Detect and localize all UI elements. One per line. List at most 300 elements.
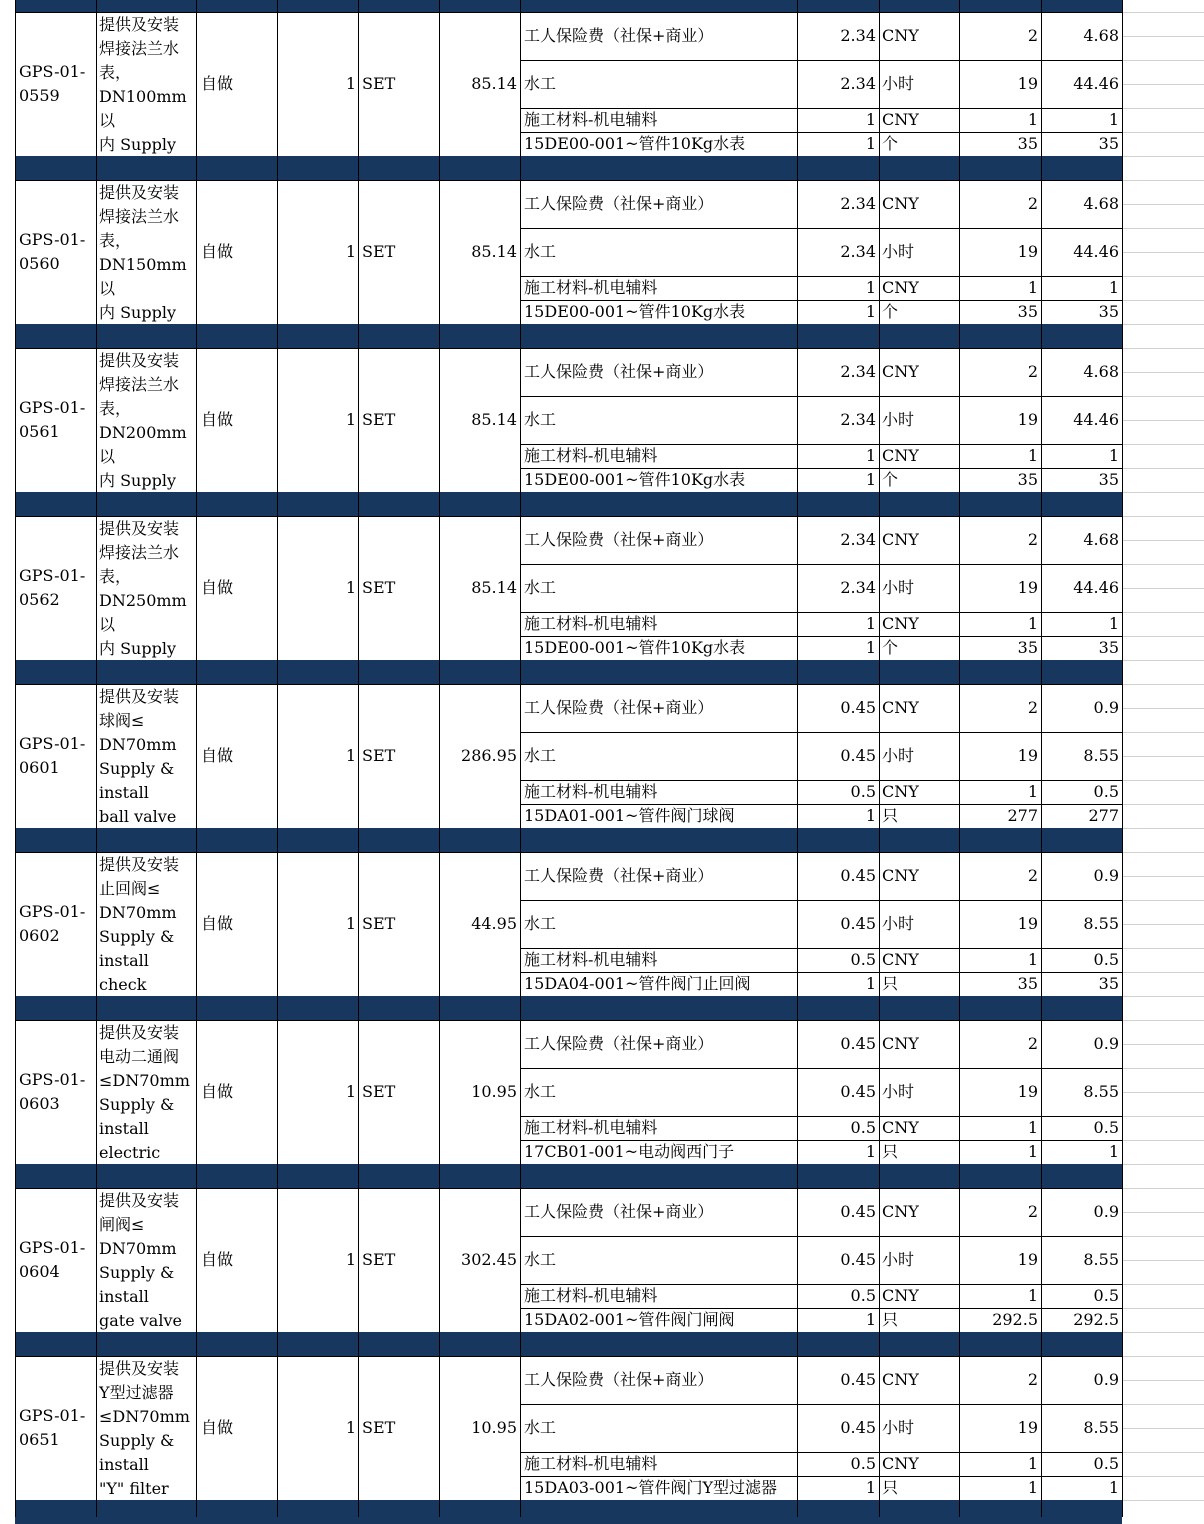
component-quantity[interactable]: 0.45 xyxy=(840,1034,876,1053)
component-amount[interactable]: 8.55 xyxy=(1083,1418,1119,1437)
component-unit[interactable]: CNY xyxy=(882,110,919,129)
component-quantity[interactable]: 0.5 xyxy=(850,782,876,801)
component-name[interactable]: 施工材料-机电辅料 xyxy=(524,110,658,129)
section-band xyxy=(15,828,1122,852)
column-border xyxy=(879,0,880,1517)
component-amount[interactable]: 4.68 xyxy=(1083,530,1119,549)
component-name[interactable]: 15DA01-001~管件阀门球阀 xyxy=(524,806,735,825)
section-band xyxy=(15,1164,1122,1188)
item-code[interactable]: GPS-01-0562 xyxy=(19,566,86,609)
component-name[interactable]: 施工材料-机电辅料 xyxy=(524,1286,658,1305)
item-unit-price[interactable]: 85.14 xyxy=(471,578,517,597)
component-price[interactable]: 35 xyxy=(1017,638,1038,657)
empty-cell-border xyxy=(1123,252,1204,253)
component-quantity[interactable]: 2.34 xyxy=(840,530,876,549)
item-quantity[interactable]: 1 xyxy=(345,746,356,765)
item-quantity[interactable]: 1 xyxy=(345,578,356,597)
component-amount[interactable]: 1 xyxy=(1108,1142,1119,1161)
component-price[interactable]: 1 xyxy=(1027,950,1038,969)
component-name[interactable]: 施工材料-机电辅料 xyxy=(524,782,658,801)
component-quantity[interactable]: 0.5 xyxy=(850,950,876,969)
section-band xyxy=(15,996,1122,1020)
component-name[interactable]: 施工材料-机电辅料 xyxy=(524,278,658,297)
component-unit[interactable]: CNY xyxy=(882,1202,919,1221)
component-name[interactable]: 工人保险费（社保+商业） xyxy=(524,866,714,885)
component-quantity[interactable]: 0.5 xyxy=(850,1118,876,1137)
component-unit[interactable]: CNY xyxy=(882,698,919,717)
component-name[interactable]: 15DA02-001~管件阀门闸阀 xyxy=(524,1310,735,1329)
component-price[interactable]: 19 xyxy=(1017,914,1038,933)
component-unit[interactable]: CNY xyxy=(882,530,919,549)
component-quantity[interactable]: 2.34 xyxy=(840,26,876,45)
component-price[interactable]: 2 xyxy=(1027,26,1038,45)
sub-row-border xyxy=(520,1068,1122,1069)
item-unit-price[interactable]: 85.14 xyxy=(471,74,517,93)
component-amount[interactable]: 0.5 xyxy=(1093,1454,1119,1473)
item-quantity[interactable]: 1 xyxy=(345,74,356,93)
item-code[interactable]: GPS-01-0603 xyxy=(19,1070,86,1113)
component-unit[interactable]: 只 xyxy=(882,974,899,993)
column-border xyxy=(439,0,440,1517)
component-amount[interactable]: 44.46 xyxy=(1073,578,1119,597)
component-unit[interactable]: 只 xyxy=(882,806,899,825)
component-name[interactable]: 水工 xyxy=(524,242,557,261)
component-name[interactable]: 工人保险费（社保+商业） xyxy=(524,194,714,213)
component-name[interactable]: 15DE00-001~管件10Kg水表 xyxy=(524,134,746,153)
component-name[interactable]: 施工材料-机电辅料 xyxy=(524,614,658,633)
component-unit[interactable]: 小时 xyxy=(882,1082,915,1101)
component-quantity[interactable]: 1 xyxy=(865,278,876,297)
component-price[interactable]: 2 xyxy=(1027,698,1038,717)
component-name[interactable]: 工人保险费（社保+商业） xyxy=(524,1034,714,1053)
component-amount[interactable]: 0.5 xyxy=(1093,950,1119,969)
sub-row-border xyxy=(520,1404,1122,1405)
section-band xyxy=(15,1500,1122,1524)
component-quantity[interactable]: 0.45 xyxy=(840,866,876,885)
component-unit[interactable]: 小时 xyxy=(882,914,915,933)
component-name[interactable]: 工人保险费（社保+商业） xyxy=(524,530,714,549)
component-unit[interactable]: CNY xyxy=(882,1034,919,1053)
component-price[interactable]: 35 xyxy=(1017,470,1038,489)
component-quantity[interactable]: 0.5 xyxy=(850,1286,876,1305)
component-price[interactable]: 2 xyxy=(1027,1034,1038,1053)
component-amount[interactable]: 44.46 xyxy=(1073,410,1119,429)
component-unit[interactable]: CNY xyxy=(882,1286,919,1305)
component-price[interactable]: 292.5 xyxy=(992,1310,1038,1329)
component-name[interactable]: 15DA04-001~管件阀门止回阀 xyxy=(524,974,751,993)
component-quantity[interactable]: 0.45 xyxy=(840,1418,876,1437)
component-price[interactable]: 2 xyxy=(1027,530,1038,549)
empty-cell-border xyxy=(1123,1044,1204,1045)
component-quantity[interactable]: 1 xyxy=(865,638,876,657)
component-unit[interactable]: 小时 xyxy=(882,1418,915,1437)
empty-cell-border xyxy=(1123,1356,1204,1357)
component-unit[interactable]: CNY xyxy=(882,1118,919,1137)
component-quantity[interactable]: 1 xyxy=(865,470,876,489)
item-code[interactable]: GPS-01-0561 xyxy=(19,398,86,441)
component-price[interactable]: 2 xyxy=(1027,1202,1038,1221)
component-price[interactable]: 1 xyxy=(1027,1478,1038,1497)
component-unit[interactable]: CNY xyxy=(882,278,919,297)
empty-cell-border xyxy=(1123,972,1204,973)
item-make[interactable]: 自做 xyxy=(201,1418,234,1437)
item-unit-price[interactable]: 10.95 xyxy=(471,1082,517,1101)
empty-cell-border xyxy=(1123,804,1204,805)
column-border xyxy=(15,0,16,1517)
component-price[interactable]: 2 xyxy=(1027,194,1038,213)
empty-cell-border xyxy=(1123,684,1204,685)
component-quantity[interactable]: 1 xyxy=(865,806,876,825)
component-quantity[interactable]: 0.45 xyxy=(840,698,876,717)
empty-cell-border xyxy=(1123,1332,1204,1333)
item-unit[interactable]: SET xyxy=(362,1418,396,1437)
empty-cell-border xyxy=(1123,1404,1204,1405)
empty-cell-border xyxy=(1123,1452,1204,1453)
column-border xyxy=(96,0,97,1517)
empty-cell-border xyxy=(1123,708,1204,709)
item-code[interactable]: GPS-01-0604 xyxy=(19,1238,86,1281)
component-name[interactable]: 水工 xyxy=(524,1250,557,1269)
component-price[interactable]: 19 xyxy=(1017,1250,1038,1269)
component-name[interactable]: 水工 xyxy=(524,74,557,93)
column-border xyxy=(520,0,521,1517)
component-quantity[interactable]: 2.34 xyxy=(840,578,876,597)
component-price[interactable]: 19 xyxy=(1017,242,1038,261)
component-unit[interactable]: 只 xyxy=(882,1142,899,1161)
component-quantity[interactable]: 1 xyxy=(865,110,876,129)
component-amount[interactable]: 4.68 xyxy=(1083,26,1119,45)
component-name[interactable]: 工人保险费（社保+商业） xyxy=(524,26,714,45)
component-amount[interactable]: 8.55 xyxy=(1083,1250,1119,1269)
component-price[interactable]: 1 xyxy=(1027,782,1038,801)
component-amount[interactable]: 8.55 xyxy=(1083,746,1119,765)
component-name[interactable]: 15DA03-001~管件阀门Y型过滤器 xyxy=(524,1478,778,1497)
component-quantity[interactable]: 1 xyxy=(865,974,876,993)
sub-row-border xyxy=(520,1236,1122,1237)
component-price[interactable]: 277 xyxy=(1007,806,1038,825)
component-name[interactable]: 水工 xyxy=(524,410,557,429)
component-name[interactable]: 施工材料-机电辅料 xyxy=(524,1118,658,1137)
item-code[interactable]: GPS-01-0559 xyxy=(19,62,86,105)
item-unit-price[interactable]: 302.45 xyxy=(461,1250,517,1269)
empty-cell-border xyxy=(1123,372,1204,373)
item-unit[interactable]: SET xyxy=(362,578,396,597)
column-border xyxy=(196,0,197,1517)
empty-cell-border xyxy=(1123,468,1204,469)
component-amount[interactable]: 0.9 xyxy=(1093,1202,1119,1221)
item-code[interactable]: GPS-01-0651 xyxy=(19,1406,86,1449)
component-amount[interactable]: 8.55 xyxy=(1083,914,1119,933)
item-quantity[interactable]: 1 xyxy=(345,242,356,261)
component-quantity[interactable]: 2.34 xyxy=(840,410,876,429)
column-border xyxy=(358,0,359,1517)
component-unit[interactable]: CNY xyxy=(882,866,919,885)
component-unit[interactable]: 个 xyxy=(882,302,899,321)
component-quantity[interactable]: 2.34 xyxy=(840,74,876,93)
component-amount[interactable]: 1 xyxy=(1108,110,1119,129)
empty-cell-border xyxy=(1123,420,1204,421)
item-make[interactable]: 自做 xyxy=(201,1250,234,1269)
component-amount[interactable]: 0.5 xyxy=(1093,782,1119,801)
empty-cell-border xyxy=(1123,852,1204,853)
empty-cell-border xyxy=(1123,1476,1204,1477)
component-price[interactable]: 1 xyxy=(1027,446,1038,465)
component-price[interactable]: 1 xyxy=(1027,1286,1038,1305)
component-amount[interactable]: 35 xyxy=(1098,134,1119,153)
empty-cell-border xyxy=(1123,228,1204,229)
component-unit[interactable]: 小时 xyxy=(882,578,915,597)
component-amount[interactable]: 8.55 xyxy=(1083,1082,1119,1101)
component-amount[interactable]: 0.9 xyxy=(1093,1034,1119,1053)
component-price[interactable]: 1 xyxy=(1027,278,1038,297)
component-unit[interactable]: CNY xyxy=(882,1370,919,1389)
component-name[interactable]: 施工材料-机电辅料 xyxy=(524,950,658,969)
component-quantity[interactable]: 0.45 xyxy=(840,1250,876,1269)
component-name[interactable]: 工人保险费（社保+商业） xyxy=(524,1202,714,1221)
component-unit[interactable]: 小时 xyxy=(882,74,915,93)
empty-cell-border xyxy=(1123,132,1204,133)
component-amount[interactable]: 35 xyxy=(1098,638,1119,657)
section-band xyxy=(15,156,1122,180)
component-name[interactable]: 17CB01-001~电动阀西门子 xyxy=(524,1142,735,1161)
component-price[interactable]: 1 xyxy=(1027,614,1038,633)
component-amount[interactable]: 44.46 xyxy=(1073,242,1119,261)
component-price[interactable]: 19 xyxy=(1017,410,1038,429)
component-name[interactable]: 工人保险费（社保+商业） xyxy=(524,1370,714,1389)
component-quantity[interactable]: 2.34 xyxy=(840,242,876,261)
component-name[interactable]: 施工材料-机电辅料 xyxy=(524,1454,658,1473)
component-name[interactable]: 15DE00-001~管件10Kg水表 xyxy=(524,302,746,321)
component-price[interactable]: 19 xyxy=(1017,1418,1038,1437)
item-description[interactable]: 提供及安装 闸阀≤ DN70mm Supply & install gate valve xyxy=(99,1191,182,1330)
component-quantity[interactable]: 1 xyxy=(865,1142,876,1161)
item-make[interactable]: 自做 xyxy=(201,74,234,93)
item-code[interactable]: GPS-01-0560 xyxy=(19,230,86,273)
component-price[interactable]: 2 xyxy=(1027,362,1038,381)
component-price[interactable]: 1 xyxy=(1027,110,1038,129)
component-name[interactable]: 水工 xyxy=(524,914,557,933)
component-amount[interactable]: 1 xyxy=(1108,614,1119,633)
component-quantity[interactable]: 0.45 xyxy=(840,746,876,765)
item-unit[interactable]: SET xyxy=(362,74,396,93)
component-amount[interactable]: 4.68 xyxy=(1083,194,1119,213)
empty-cell-border xyxy=(1123,1380,1204,1381)
component-unit[interactable]: CNY xyxy=(882,362,919,381)
section-band xyxy=(15,660,1122,684)
component-amount[interactable]: 4.68 xyxy=(1083,362,1119,381)
component-price[interactable]: 19 xyxy=(1017,1082,1038,1101)
empty-cell-border xyxy=(1123,1116,1204,1117)
empty-cell-border xyxy=(1123,1164,1204,1165)
component-unit[interactable]: 个 xyxy=(882,638,899,657)
item-unit-price[interactable]: 286.95 xyxy=(461,746,517,765)
item-make[interactable]: 自做 xyxy=(201,578,234,597)
component-price[interactable]: 19 xyxy=(1017,74,1038,93)
component-amount[interactable]: 0.9 xyxy=(1093,698,1119,717)
item-description[interactable]: 提供及安装 焊接法兰水 表， DN250mm以 内 Supply xyxy=(99,519,187,658)
item-description[interactable]: 提供及安装 Y型过滤器 ≤DN70mm Supply & install "Y" filter xyxy=(99,1359,190,1498)
item-unit-price[interactable]: 44.95 xyxy=(471,914,517,933)
item-unit-price[interactable]: 85.14 xyxy=(471,410,517,429)
component-price[interactable]: 1 xyxy=(1027,1118,1038,1137)
component-amount[interactable]: 44.46 xyxy=(1073,74,1119,93)
item-code[interactable]: GPS-01-0601 xyxy=(19,734,86,777)
component-quantity[interactable]: 1 xyxy=(865,446,876,465)
item-unit[interactable]: SET xyxy=(362,746,396,765)
item-description[interactable]: 提供及安装 止回阀≤ DN70mm Supply & install check xyxy=(99,855,180,994)
component-quantity[interactable]: 1 xyxy=(865,302,876,321)
item-make[interactable]: 自做 xyxy=(201,1082,234,1101)
empty-cell-border xyxy=(1123,396,1204,397)
component-price[interactable]: 35 xyxy=(1017,302,1038,321)
empty-cell-border xyxy=(1123,1236,1204,1237)
item-description[interactable]: 提供及安装 焊接法兰水 表， DN200mm以 内 Supply xyxy=(99,351,187,490)
item-make[interactable]: 自做 xyxy=(201,242,234,261)
empty-cell-border xyxy=(1123,276,1204,277)
empty-cell-border xyxy=(1123,612,1204,613)
component-price[interactable]: 35 xyxy=(1017,974,1038,993)
item-make[interactable]: 自做 xyxy=(201,410,234,429)
empty-cell-border xyxy=(1123,996,1204,997)
component-name[interactable]: 水工 xyxy=(524,1418,557,1437)
component-quantity[interactable]: 1 xyxy=(865,1310,876,1329)
empty-cell-border xyxy=(1123,1500,1204,1501)
component-amount[interactable]: 0.9 xyxy=(1093,866,1119,885)
item-unit[interactable]: SET xyxy=(362,1082,396,1101)
item-unit-price[interactable]: 10.95 xyxy=(471,1418,517,1437)
component-amount[interactable]: 0.5 xyxy=(1093,1286,1119,1305)
item-quantity[interactable]: 1 xyxy=(345,1082,356,1101)
component-unit[interactable]: CNY xyxy=(882,782,919,801)
component-unit[interactable]: CNY xyxy=(882,26,919,45)
empty-cell-border xyxy=(1123,444,1204,445)
component-amount[interactable]: 0.5 xyxy=(1093,1118,1119,1137)
component-unit[interactable]: CNY xyxy=(882,950,919,969)
component-amount[interactable]: 35 xyxy=(1098,470,1119,489)
item-quantity[interactable]: 1 xyxy=(345,410,356,429)
item-description[interactable]: 提供及安装 电动二通阀 ≤DN70mm Supply & install electric xyxy=(99,1023,190,1162)
component-unit[interactable]: 小时 xyxy=(882,410,915,429)
component-unit[interactable]: CNY xyxy=(882,1454,919,1473)
component-amount[interactable]: 1 xyxy=(1108,1478,1119,1497)
component-quantity[interactable]: 0.5 xyxy=(850,1454,876,1473)
sub-row-border xyxy=(520,732,1122,733)
item-unit[interactable]: SET xyxy=(362,410,396,429)
item-make[interactable]: 自做 xyxy=(201,746,234,765)
component-unit[interactable]: 小时 xyxy=(882,746,915,765)
component-unit[interactable]: 个 xyxy=(882,134,899,153)
empty-cell-border xyxy=(1123,780,1204,781)
component-quantity[interactable]: 1 xyxy=(865,134,876,153)
item-quantity[interactable]: 1 xyxy=(345,1418,356,1437)
empty-cell-border xyxy=(1123,924,1204,925)
component-unit[interactable]: CNY xyxy=(882,614,919,633)
component-name[interactable]: 水工 xyxy=(524,1082,557,1101)
empty-cell-border xyxy=(1123,1284,1204,1285)
item-quantity[interactable]: 1 xyxy=(345,914,356,933)
component-name[interactable]: 15DE00-001~管件10Kg水表 xyxy=(524,470,746,489)
empty-cell-border xyxy=(1123,1308,1204,1309)
empty-cell-border xyxy=(1123,1428,1204,1429)
component-price[interactable]: 19 xyxy=(1017,746,1038,765)
component-name[interactable]: 施工材料-机电辅料 xyxy=(524,446,658,465)
component-quantity[interactable]: 0.45 xyxy=(840,1370,876,1389)
empty-cell-border xyxy=(1123,1212,1204,1213)
component-quantity[interactable]: 2.34 xyxy=(840,362,876,381)
item-description[interactable]: 提供及安装 焊接法兰水 表， DN100mm以 内 Supply xyxy=(99,15,187,154)
component-name[interactable]: 水工 xyxy=(524,578,557,597)
component-price[interactable]: 19 xyxy=(1017,578,1038,597)
item-unit[interactable]: SET xyxy=(362,1250,396,1269)
empty-cell-border xyxy=(1123,1188,1204,1189)
empty-cell-border xyxy=(1123,180,1204,181)
section-band xyxy=(15,1332,1122,1356)
item-make[interactable]: 自做 xyxy=(201,914,234,933)
component-quantity[interactable]: 2.34 xyxy=(840,194,876,213)
component-quantity[interactable]: 0.45 xyxy=(840,1082,876,1101)
component-amount[interactable]: 35 xyxy=(1098,974,1119,993)
component-amount[interactable]: 292.5 xyxy=(1073,1310,1119,1329)
item-code[interactable]: GPS-01-0602 xyxy=(19,902,86,945)
item-unit[interactable]: SET xyxy=(362,914,396,933)
empty-cell-border xyxy=(1123,348,1204,349)
component-quantity[interactable]: 1 xyxy=(865,1478,876,1497)
component-unit[interactable]: CNY xyxy=(882,446,919,465)
component-quantity[interactable]: 1 xyxy=(865,614,876,633)
empty-cell-border xyxy=(1123,60,1204,61)
item-unit-price[interactable]: 85.14 xyxy=(471,242,517,261)
empty-cell-border xyxy=(1123,1068,1204,1069)
component-price[interactable]: 1 xyxy=(1027,1142,1038,1161)
component-amount[interactable]: 35 xyxy=(1098,302,1119,321)
component-name[interactable]: 15DE00-001~管件10Kg水表 xyxy=(524,638,746,657)
component-price[interactable]: 35 xyxy=(1017,134,1038,153)
component-price[interactable]: 1 xyxy=(1027,1454,1038,1473)
component-unit[interactable]: 只 xyxy=(882,1478,899,1497)
empty-cell-border xyxy=(1123,156,1204,157)
column-border xyxy=(797,0,798,1517)
empty-cell-border xyxy=(1123,108,1204,109)
component-amount[interactable]: 1 xyxy=(1108,446,1119,465)
component-price[interactable]: 2 xyxy=(1027,1370,1038,1389)
empty-cell-border xyxy=(1123,204,1204,205)
component-unit[interactable]: 个 xyxy=(882,470,899,489)
component-unit[interactable]: 小时 xyxy=(882,1250,915,1269)
empty-cell-border xyxy=(1123,732,1204,733)
component-name[interactable]: 工人保险费（社保+商业） xyxy=(524,362,714,381)
empty-cell-border xyxy=(1123,1140,1204,1141)
component-name[interactable]: 工人保险费（社保+商业） xyxy=(524,698,714,717)
component-unit[interactable]: CNY xyxy=(882,194,919,213)
component-unit[interactable]: 小时 xyxy=(882,242,915,261)
component-quantity[interactable]: 0.45 xyxy=(840,914,876,933)
component-amount[interactable]: 0.9 xyxy=(1093,1370,1119,1389)
sub-row-border xyxy=(520,396,1122,397)
component-amount[interactable]: 1 xyxy=(1108,278,1119,297)
item-description[interactable]: 提供及安装 球阀≤ DN70mm Supply & install ball valve xyxy=(99,687,180,826)
component-quantity[interactable]: 0.45 xyxy=(840,1202,876,1221)
item-description[interactable]: 提供及安装 焊接法兰水 表， DN150mm以 内 Supply xyxy=(99,183,187,322)
component-price[interactable]: 2 xyxy=(1027,866,1038,885)
column-border xyxy=(959,0,960,1517)
item-unit[interactable]: SET xyxy=(362,242,396,261)
component-name[interactable]: 水工 xyxy=(524,746,557,765)
component-amount[interactable]: 277 xyxy=(1088,806,1119,825)
empty-cell-border xyxy=(1123,588,1204,589)
item-quantity[interactable]: 1 xyxy=(345,1250,356,1269)
component-unit[interactable]: 只 xyxy=(882,1310,899,1329)
empty-cell-border xyxy=(1123,564,1204,565)
